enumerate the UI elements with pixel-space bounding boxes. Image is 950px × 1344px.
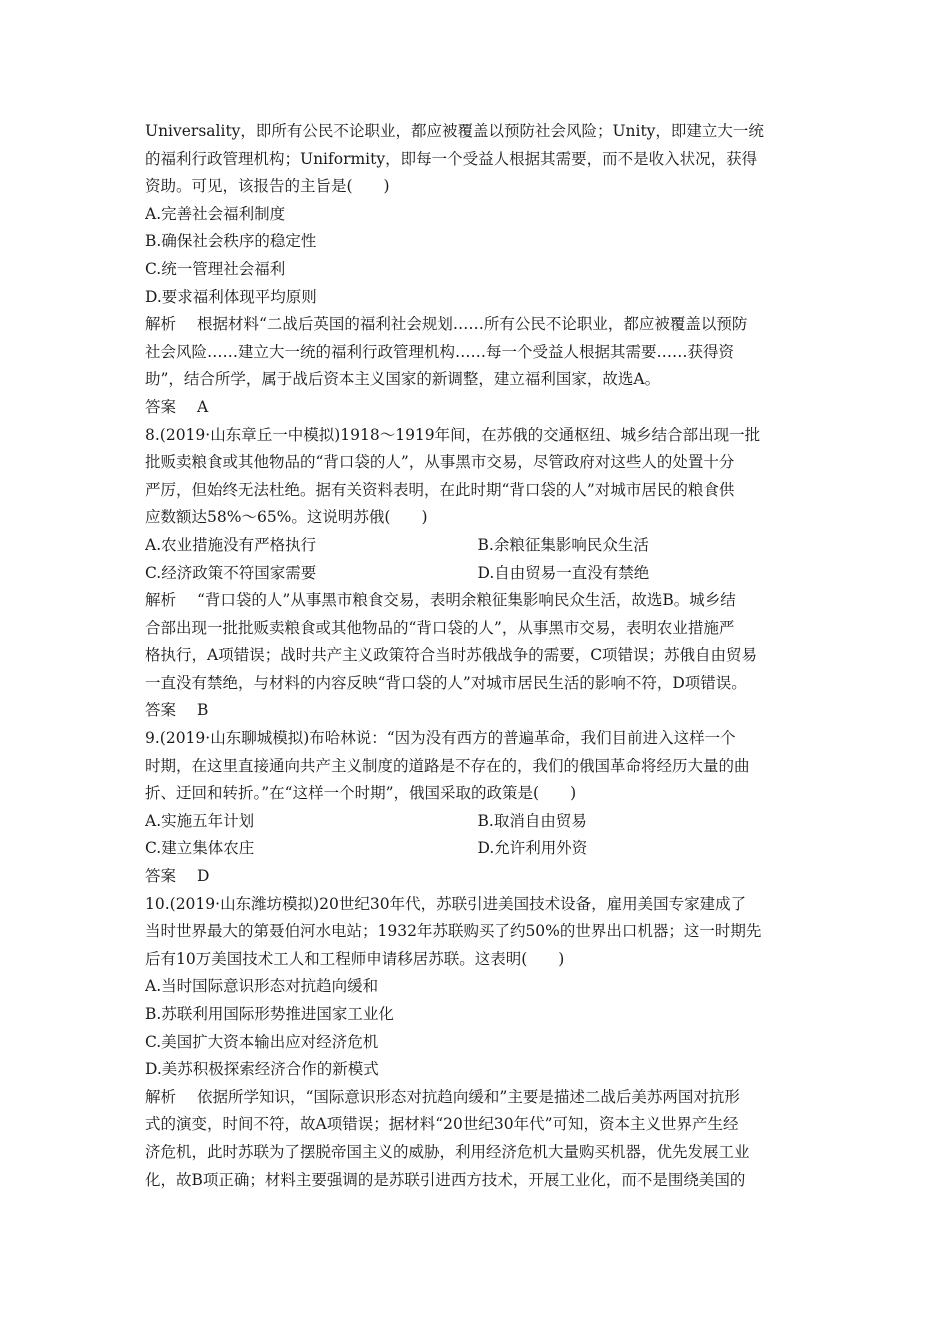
analysis-line: 式的演变，时间不符，故A项错误；据材料“20世纪30年代”可知，资本主义世界产生经 (145, 1115, 739, 1134)
question-8-options (145, 532, 810, 587)
analysis-line: 化，故B项正确；材料主要强调的是苏联引进西方技术，开展工业化，而不是围绕美国的 (145, 1170, 746, 1189)
answer-label: 答案 (145, 701, 177, 720)
option-c: C.建立集体农庄 (145, 839, 255, 858)
stem-line: 时期，在这里直接通向共产主义制度的道路是不存在的，我们的俄国革命将经历大量的曲 (145, 756, 750, 775)
question-7-options (145, 201, 810, 311)
answer-value: B (197, 701, 209, 720)
stem-line: 应数额达58%～65%。这说明苏俄( ) (145, 508, 428, 527)
option-d: D.要求福利体现平均原则 (145, 287, 317, 306)
option-c: C.统一管理社会福利 (145, 259, 286, 278)
analysis-line: 社会风险……建立大一统的福利行政管理机构……每一个受益人根据其需要……获得资 (145, 342, 735, 361)
option-b: B.确保社会秩序的稳定性 (145, 232, 317, 251)
option-b: B.余粮征集影响民众生活 (477, 535, 649, 554)
option-row (145, 808, 810, 836)
analysis-text: 依据所学知识，“国际意识形态对抗趋向缓和”主要是描述二战后美苏两国对抗形 (197, 1087, 740, 1106)
option-a: A.当时国际意识形态对抗趋向缓和 (145, 977, 379, 996)
answer-value: A (197, 397, 209, 416)
analysis-line: 助”，结合所学，属于战后资本主义国家的新调整，建立福利国家，故选A。 (145, 370, 661, 389)
stem-line: 的福利行政管理机构；Uniformity，即每一个受益人根据其需要，而不是收入状况，获得 (145, 149, 758, 168)
analysis-line (145, 311, 810, 339)
question-9-options (145, 808, 810, 863)
option-a: A.实施五年计划 (145, 811, 255, 830)
question-9-stem (145, 725, 810, 808)
option-row (145, 560, 810, 588)
analysis-line (145, 587, 810, 615)
analysis-line (145, 1084, 810, 1112)
analysis-line: 济危机，此时苏联为了摆脱帝国主义的威胁，利用经济危机大量购买机器，优先发展工业 (145, 1142, 750, 1161)
question-9-answer (145, 863, 810, 891)
analysis-label: 解析 (145, 1087, 177, 1106)
question-10-options (145, 973, 810, 1083)
stem-line: 9.(2019·山东聊城模拟)布哈林说：“因为没有西方的普遍革命，我们目前进入这样一个 (145, 729, 736, 748)
option-a: A.农业措施没有严格执行 (145, 535, 317, 554)
question-10-analysis (145, 1084, 810, 1194)
analysis-label: 解析 (145, 591, 177, 610)
stem-line: 后有10万美国技术工人和工程师申请移居苏联。这表明( ) (145, 949, 565, 968)
question-7-answer (145, 394, 810, 422)
option-d: D.美苏积极探索经济合作的新模式 (145, 1060, 379, 1079)
page-content (145, 118, 810, 1194)
question-10-stem (145, 891, 810, 974)
option-d: D.自由贸易一直没有禁绝 (477, 563, 650, 582)
analysis-label: 解析 (145, 315, 177, 334)
stem-line: 8.(2019·山东章丘一中模拟)1918～1919年间，在苏俄的交通枢纽、城乡结合部出现一批 (145, 425, 761, 444)
question-7-analysis (145, 311, 810, 394)
option-row (145, 532, 810, 560)
option-d: D.允许利用外资 (477, 839, 588, 858)
analysis-line: 合部出现一批批贩卖粮食或其他物品的“背口袋的人”，从事黑市交易，表明农业措施严 (145, 618, 735, 637)
answer-label: 答案 (145, 867, 177, 886)
question-8-stem (145, 422, 810, 532)
answer-value: D (197, 867, 210, 886)
question-8-answer (145, 697, 810, 725)
analysis-text: “背口袋的人”从事黑市粮食交易，表明余粮征集影响民众生活，故选B。城乡结 (197, 591, 736, 610)
analysis-line: 一直没有禁绝，与材料的内容反映“背口袋的人”对城市居民生活的影响不符，D项错误。 (145, 673, 747, 692)
option-row (145, 835, 810, 863)
stem-line: Universality，即所有公民不论职业，都应被覆盖以预防社会风险；Unity，即建立大一统 (145, 122, 764, 140)
stem-line: 严厉，但始终无法杜绝。据有关资料表明，在此时期“背口袋的人”对城市居民的粮食供 (145, 480, 735, 499)
option-c: C.经济政策不符国家需要 (145, 563, 317, 582)
option-b: B.苏联利用国际形势推进国家工业化 (145, 1005, 394, 1023)
option-b: B.取消自由贸易 (477, 811, 587, 830)
question-8-analysis (145, 587, 810, 697)
question-7-stem (145, 118, 810, 201)
stem-line: 当时世界最大的第聂伯河水电站；1932年苏联购买了约50%的世界出口机器；这一时期先 (145, 922, 762, 941)
answer-label: 答案 (145, 397, 177, 416)
option-a: A.完善社会福利制度 (145, 204, 286, 223)
stem-line: 折、迂回和转折。”在“这样一个时期”，俄国采取的政策是( ) (145, 784, 577, 803)
analysis-line: 格执行，A项错误；战时共产主义政策符合当时苏俄战争的需要，C项错误；苏俄自由贸易 (145, 646, 758, 665)
stem-line: 10.(2019·山东潍坊模拟)20世纪30年代，苏联引进美国技术设备，雇用美国专家建成了 (145, 894, 747, 913)
stem-line: 批贩卖粮食或其他物品的“背口袋的人”，从事黑市交易，尽管政府对这些人的处置十分 (145, 453, 735, 472)
option-c: C.美国扩大资本输出应对经济危机 (145, 1032, 379, 1051)
analysis-text: 根据材料“二战后英国的福利社会规划……所有公民不论职业，都应被覆盖以预防 (197, 315, 748, 334)
stem-line: 资助。可见，该报告的主旨是( ) (145, 177, 390, 196)
